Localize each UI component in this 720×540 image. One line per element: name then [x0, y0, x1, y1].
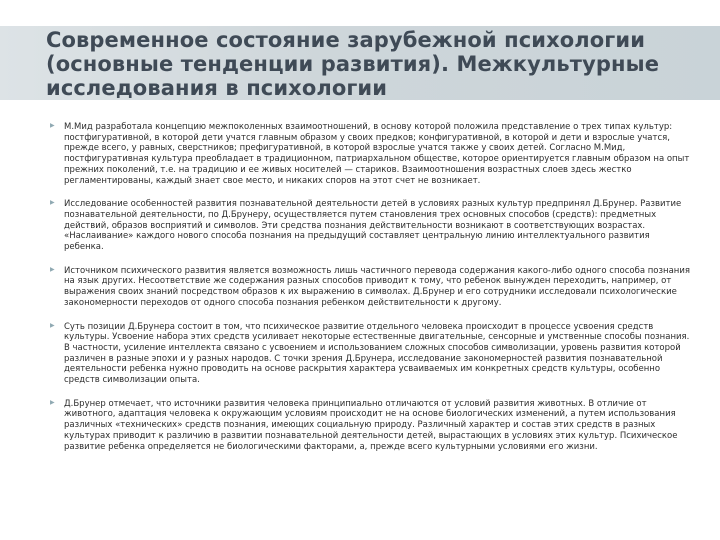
list-item [50, 322, 692, 386]
list-item [50, 122, 692, 186]
list-item [50, 266, 692, 309]
arrowhead-bullet-icon: ▶ [50, 398, 55, 406]
list-item [50, 199, 692, 253]
arrowhead-bullet-icon: ▶ [50, 265, 55, 273]
arrowhead-bullet-icon: ▶ [50, 199, 55, 207]
list-item [50, 399, 692, 453]
arrowhead-bullet-icon: ▶ [50, 122, 55, 129]
slide-title: Современное состояние зарубежной психологии (основные тенденции развития). Межкультурные исследования в психологии [46, 28, 660, 100]
slide-content [50, 122, 692, 465]
bullet-list [50, 122, 692, 452]
bullet-text: М.Мид разработала концепцию межпоколенных взаимоотношений, в основу которой положила представление о трех типах культур: постфигуративной, в которой дети учатся главным образом у своих предков; конфигуративной, в которой и дети и взрослые учатся, прежде всего, у равных, сверстников; префигуративной, в которой взрослые учатся также у своих детей. Согласно М.Мид, постфигуративная культура преобладает в традиционном, патриархальном обществе, которое ориентируется главным образом на опыт прежних поколений, т.е. на традицию и ее живых носителей — стариков. Взаимоотношения возрастных слоев здесь жестко регламентированы, каждый знает свое место, и никаких споров на этот счет не возникает. [64, 122, 690, 186]
bullet-text: Д.Брунер отмечает, что источники развития человека принципиально отличаются от условий развития животных. В отличие от животного, адаптация человека к окружающим условиям происходит не на основе биологических изменений, а путем использования различных «технических» средств познания, имеющих социальную природу. Различный характер и состав этих средств в разных культурах приводит к различию в развитии познавательной деятельности детей, вырастающих в условиях этих культур. Психическое развитие ребенка определяется не биологическими факторами, а, прежде всего культурными условиями его жизни. [64, 398, 678, 452]
bullet-text: Суть позиции Д.Брунера состоит в том, что психическое развитие отдельного человека происходит в процессе усвоения средств культуры. Усвоение набора этих средств усиливает некоторые естественные двигательные, сенсорные и умственные способы познания. В частности, усиление интеллекта связано с усвоением и использованием сложных способов символизации, уровень развития которой различен в разные эпохи и у разных народов. С точки зрения Д.Брунера, исследование закономерностей развития познавательной деятельности ребенка нужно проводить на основе раскрытия характера усваиваемых им конкретных средств культуры, особенно средств символизации опыта. [64, 321, 690, 386]
arrowhead-bullet-icon: ▶ [50, 321, 55, 329]
bullet-text: Источником психического развития является возможность лишь частичного перевода содержания какого-либо одного способа познания на язык других. Несоответствие же содержания разных способов приводит к тому, что ребенок вынужден переходить, например, от выражения своих знаний посредством образов к их выражению в символах. Д.Брунер и его сотрудники исследовали психологические закономерности переходов от одного способа познания ребенком действительности к другому. [64, 265, 690, 308]
bullet-text: Исследование особенностей развития познавательной деятельности детей в условиях разных культур предпринял Д.Брунер. Развитие познавательной деятельности, по Д.Брунеру, осуществляется путем становления трех основных способов (средств): предметных действий, образов восприятий и символов. Эти средства познания действительности возникают в соответствующих возрастах. «Наслаивание» каждого нового способа познания на предыдущий составляет центральную линию интеллектуального развития ребенка. [64, 199, 682, 253]
